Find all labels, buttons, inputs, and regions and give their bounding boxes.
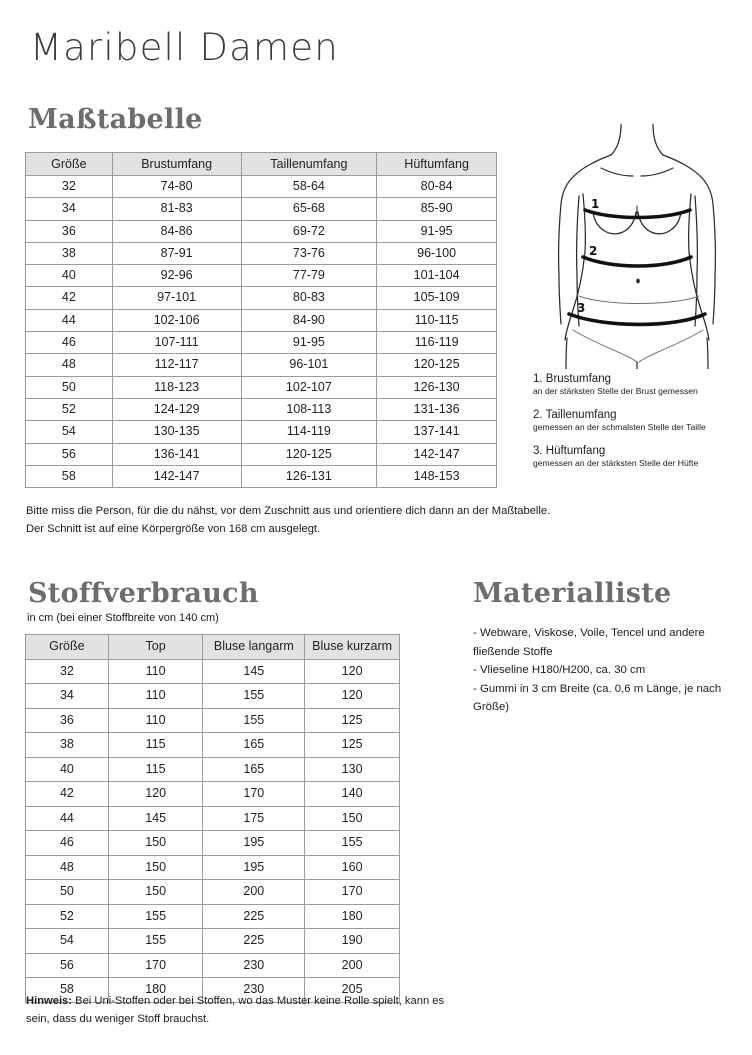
column-header-waist: Taillenumfang — [241, 153, 377, 176]
table-cell: 150 — [108, 855, 203, 880]
table-cell: 145 — [108, 806, 203, 831]
fabric-table-row — [26, 806, 400, 831]
table-cell: 142-147 — [377, 443, 497, 465]
measurement-table-row — [26, 443, 497, 465]
footer-note — [26, 993, 466, 1028]
table-cell: 54 — [26, 929, 109, 954]
table-cell: 52 — [26, 904, 109, 929]
legend-item-waist — [533, 408, 748, 433]
table-cell: 44 — [26, 806, 109, 831]
table-cell: 120 — [305, 659, 400, 684]
table-cell: 92-96 — [112, 265, 241, 287]
table-cell: 120-125 — [241, 443, 377, 465]
table-cell: 124-129 — [112, 398, 241, 420]
table-cell: 150 — [305, 806, 400, 831]
measurement-table-row — [26, 376, 497, 398]
table-cell: 40 — [26, 757, 109, 782]
table-cell: 73-76 — [241, 242, 377, 264]
legend-title-bust: 1. Brustumfang — [533, 373, 611, 385]
fabric-table-row — [26, 684, 400, 709]
measurement-table-row — [26, 332, 497, 354]
column-header-bust: Brustumfang — [112, 153, 241, 176]
table-cell: 160 — [305, 855, 400, 880]
fabric-table-row — [26, 708, 400, 733]
table-cell: 102-107 — [241, 376, 377, 398]
material-list-item: - Webware, Viskose, Voile, Tencel und andere fließende Stoffe — [473, 627, 705, 658]
fabric-table-row — [26, 757, 400, 782]
table-cell: 110 — [108, 684, 203, 709]
measurement-table-row — [26, 354, 497, 376]
table-cell: 170 — [305, 880, 400, 905]
column-header-size: Größe — [26, 635, 109, 660]
band-label-2: 2 — [589, 244, 598, 258]
table-cell: 80-83 — [241, 287, 377, 309]
table-cell: 195 — [203, 855, 305, 880]
table-cell: 46 — [26, 831, 109, 856]
table-cell: 107-111 — [112, 332, 241, 354]
footer-note-text: Bei Uni-Stoffen oder bei Stoffen, wo das Muster keine Rolle spielt, kann es sein, dass du weniger Stoff brauchst. — [26, 995, 445, 1025]
table-cell: 125 — [305, 708, 400, 733]
table-cell: 52 — [26, 398, 113, 420]
table-cell: 58 — [26, 978, 109, 1003]
table-cell: 56 — [26, 443, 113, 465]
table-cell: 118-123 — [112, 376, 241, 398]
table-cell: 150 — [108, 880, 203, 905]
table-cell: 85-90 — [377, 198, 497, 220]
fabric-consumption-table — [25, 634, 400, 1003]
table-cell: 112-117 — [112, 354, 241, 376]
table-cell: 38 — [26, 733, 109, 758]
table-cell: 125 — [305, 733, 400, 758]
column-header-blouse-short: Bluse kurzarm — [305, 635, 400, 660]
table-cell: 58-64 — [241, 176, 377, 198]
table-cell: 126-130 — [377, 376, 497, 398]
table-cell: 40 — [26, 265, 113, 287]
hip-band — [569, 314, 705, 325]
table-cell: 126-131 — [241, 465, 377, 487]
table-cell: 50 — [26, 376, 113, 398]
table-cell: 155 — [203, 684, 305, 709]
table-cell: 50 — [26, 880, 109, 905]
table-cell: 114-119 — [241, 421, 377, 443]
measurement-table-row — [26, 398, 497, 420]
table-cell: 120 — [305, 684, 400, 709]
table-cell: 102-106 — [112, 309, 241, 331]
measurement-note-line-2: Der Schnitt ist auf eine Körpergröße von 168 cm ausgelegt. — [26, 522, 321, 535]
table-cell: 36 — [26, 220, 113, 242]
table-cell: 110-115 — [377, 309, 497, 331]
table-cell: 110 — [108, 708, 203, 733]
measurement-table — [25, 152, 497, 488]
measurement-note-line-1: Bitte miss die Person, für die du nähst, vor dem Zuschnitt aus und orientiere dich dann an der Maßtabelle. — [26, 505, 551, 517]
table-cell: 58 — [26, 465, 113, 487]
fabric-table-row — [26, 659, 400, 684]
legend-item-bust — [533, 372, 748, 397]
table-cell: 96-101 — [241, 354, 377, 376]
table-cell: 200 — [203, 880, 305, 905]
table-cell: 80-84 — [377, 176, 497, 198]
table-cell: 108-113 — [241, 398, 377, 420]
legend-title-waist: 2. Taillenumfang — [533, 409, 617, 421]
table-cell: 145 — [203, 659, 305, 684]
table-cell: 230 — [203, 978, 305, 1003]
table-cell: 155 — [203, 708, 305, 733]
measurement-note — [26, 503, 686, 538]
table-cell: 170 — [203, 782, 305, 807]
table-cell: 155 — [108, 929, 203, 954]
waist-band — [583, 257, 691, 266]
column-header-blouse-long: Bluse langarm — [203, 635, 305, 660]
legend-subtitle-hip: gemessen an der stärksten Stelle der Hüfte — [533, 458, 699, 468]
table-cell: 148-153 — [377, 465, 497, 487]
female-torso-measurement-diagram — [533, 124, 748, 369]
table-cell: 54 — [26, 421, 113, 443]
table-cell: 34 — [26, 198, 113, 220]
table-cell: 32 — [26, 659, 109, 684]
fabric-table-row — [26, 855, 400, 880]
table-cell: 136-141 — [112, 443, 241, 465]
page-title: Maribell Damen — [30, 26, 339, 69]
table-cell: 130 — [305, 757, 400, 782]
table-cell: 140 — [305, 782, 400, 807]
table-cell: 96-100 — [377, 242, 497, 264]
section-heading-materials: Materialliste — [473, 578, 672, 609]
fabric-table-row — [26, 880, 400, 905]
measurement-table-row — [26, 220, 497, 242]
table-cell: 42 — [26, 287, 113, 309]
table-cell: 36 — [26, 708, 109, 733]
table-cell: 137-141 — [377, 421, 497, 443]
table-cell: 225 — [203, 929, 305, 954]
table-cell: 142-147 — [112, 465, 241, 487]
measurement-table-row — [26, 421, 497, 443]
table-cell: 165 — [203, 757, 305, 782]
fabric-table-row — [26, 904, 400, 929]
material-list-item: - Gummi in 3 cm Breite (ca. 0,6 m Länge, je nach Größe) — [473, 682, 722, 713]
table-cell: 131-136 — [377, 398, 497, 420]
material-list-item: - Vlieseline H180/H200, ca. 30 cm — [473, 664, 646, 676]
table-cell: 84-90 — [241, 309, 377, 331]
band-label-3: 3 — [577, 301, 586, 315]
column-header-top: Top — [108, 635, 203, 660]
section-heading-measurements: Maßtabelle — [28, 104, 203, 135]
column-header-hip: Hüftumfang — [377, 153, 497, 176]
material-list — [473, 624, 749, 717]
fabric-table-row — [26, 831, 400, 856]
table-cell: 48 — [26, 354, 113, 376]
table-cell: 44 — [26, 309, 113, 331]
table-cell: 91-95 — [241, 332, 377, 354]
table-cell: 165 — [203, 733, 305, 758]
table-cell: 116-119 — [377, 332, 497, 354]
table-cell: 200 — [305, 953, 400, 978]
measurement-table-row — [26, 465, 497, 487]
table-cell: 48 — [26, 855, 109, 880]
legend-subtitle-waist: gemessen an der schmalsten Stelle der Taille — [533, 422, 706, 432]
table-cell: 110 — [108, 659, 203, 684]
table-cell: 105-109 — [377, 287, 497, 309]
table-cell: 115 — [108, 733, 203, 758]
column-header-size: Größe — [26, 153, 113, 176]
table-cell: 34 — [26, 684, 109, 709]
fabric-table-row — [26, 929, 400, 954]
table-cell: 130-135 — [112, 421, 241, 443]
table-cell: 180 — [108, 978, 203, 1003]
table-cell: 101-104 — [377, 265, 497, 287]
fabric-table-row — [26, 733, 400, 758]
table-cell: 91-95 — [377, 220, 497, 242]
footer-note-label: Hinweis: — [26, 995, 73, 1007]
table-cell: 32 — [26, 176, 113, 198]
table-cell: 120 — [108, 782, 203, 807]
legend-subtitle-bust: an der stärksten Stelle der Brust gemessen — [533, 386, 698, 396]
table-cell: 46 — [26, 332, 113, 354]
measurement-table-row — [26, 287, 497, 309]
fabric-table-row — [26, 953, 400, 978]
table-cell: 175 — [203, 806, 305, 831]
table-cell: 225 — [203, 904, 305, 929]
fabric-subnote: in cm (bei einer Stoffbreite von 140 cm) — [27, 612, 219, 624]
table-cell: 65-68 — [241, 198, 377, 220]
measurement-table-row — [26, 198, 497, 220]
legend-title-hip: 3. Hüftumfang — [533, 445, 606, 457]
table-cell: 77-79 — [241, 265, 377, 287]
table-cell: 180 — [305, 904, 400, 929]
table-cell: 56 — [26, 953, 109, 978]
table-cell: 170 — [108, 953, 203, 978]
table-cell: 190 — [305, 929, 400, 954]
measurement-table-row — [26, 242, 497, 264]
section-heading-fabric: Stoffverbrauch — [28, 578, 259, 609]
table-cell: 42 — [26, 782, 109, 807]
table-cell: 97-101 — [112, 287, 241, 309]
table-cell: 205 — [305, 978, 400, 1003]
table-cell: 150 — [108, 831, 203, 856]
measurement-table-row — [26, 176, 497, 198]
table-cell: 120-125 — [377, 354, 497, 376]
measurement-table-row — [26, 265, 497, 287]
table-cell: 115 — [108, 757, 203, 782]
table-header-row — [26, 153, 497, 176]
legend-item-hip — [533, 444, 748, 469]
table-cell: 230 — [203, 953, 305, 978]
table-cell: 87-91 — [112, 242, 241, 264]
measurement-table-row — [26, 309, 497, 331]
table-cell: 38 — [26, 242, 113, 264]
band-label-1: 1 — [591, 197, 600, 211]
table-cell: 74-80 — [112, 176, 241, 198]
table-cell: 84-86 — [112, 220, 241, 242]
figure-legend — [533, 372, 748, 480]
table-header-row — [26, 635, 400, 660]
fabric-table-row — [26, 782, 400, 807]
table-cell: 155 — [108, 904, 203, 929]
table-cell: 69-72 — [241, 220, 377, 242]
table-cell: 155 — [305, 831, 400, 856]
table-cell: 195 — [203, 831, 305, 856]
table-cell: 81-83 — [112, 198, 241, 220]
